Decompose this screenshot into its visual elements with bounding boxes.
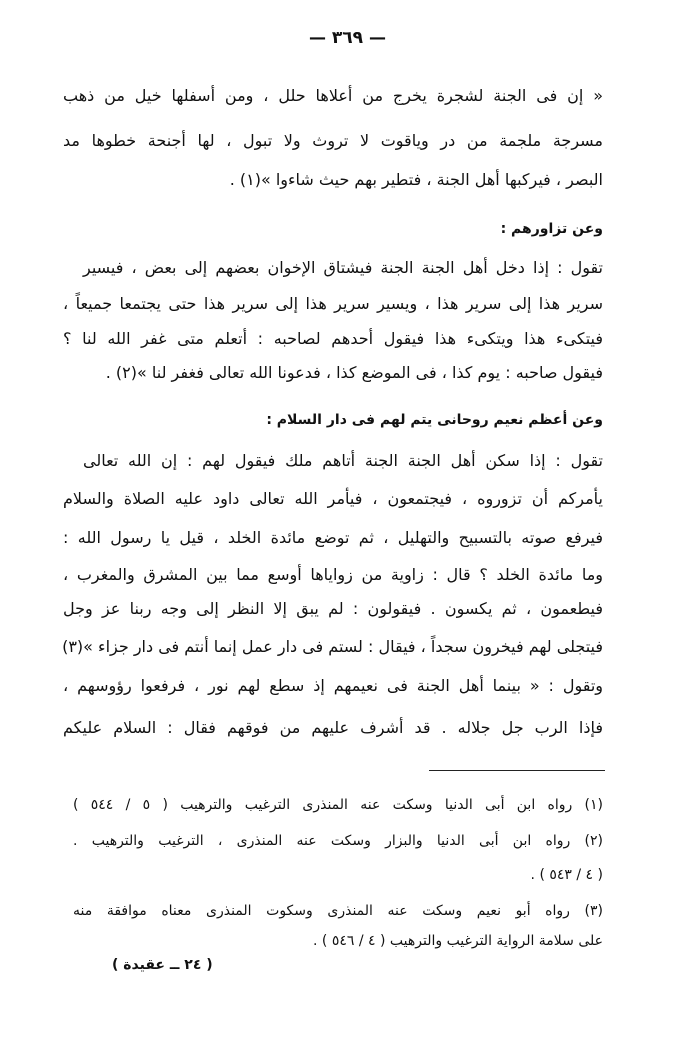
paragraph-3-line-4: وما مائدة الخلد ؟ قال : زاوية من زواياها أوسع مما بين المشرق والمغرب ، — [63, 565, 603, 584]
footnote-3-continuation: على سلامة الرواية الترغيب والترهيب ( ٤ / ٥٤٦ ) . — [313, 933, 603, 949]
paragraph-1-line-2: مسرجة ملجمة من در وياقوت لا تروث ولا تبول ، لها أجنحة خطوها مد — [63, 131, 603, 150]
paragraph-2-line-2: سرير هذا إلى سرير هذا ، ويسير سرير هذا إلى سرير هذا حتى يجتمعا جميعاً ، — [63, 294, 603, 313]
footnote-2-continuation: ( ٤ / ٥٤٣ ) . — [530, 867, 603, 883]
section-heading-visits: وعن تزاورهم : — [500, 221, 603, 237]
footnote-1: (١) رواه ابن أبى الدنيا وسكت عنه المنذرى الترغيب والترهيب ( ٥ / ٥٤٤ ) — [73, 797, 603, 813]
page-number: — ٣٦٩ — — [309, 28, 386, 48]
paragraph-3-line-3: فيرفع صوته بالتسبيح والتهليل ، ثم توضع مائدة الخلد ، قيل يا رسول الله : — [63, 528, 603, 547]
section-heading-spiritual-bliss: وعن أعظم نعيم روحانى يتم لهم فى دار السلام : — [266, 412, 603, 428]
paragraph-3-line-7: وتقول : « بينما أهل الجنة فى نعيمهم إذ سطع لهم نور ، فرفعوا رؤوسهم ، — [63, 676, 603, 695]
footnote-3: (٣) رواه أبو نعيم وسكت عنه المنذرى وسكوت المنذرى معناه موافقة منه — [73, 903, 603, 919]
paragraph-2-line-4: فيقول صاحبه : يوم كذا ، فى الموضع كذا ، فدعونا الله تعالى فغفر لنا »(٢) . — [105, 363, 603, 382]
paragraph-3-line-8: فإذا الرب جل جلاله . قد أشرف عليهم من فوقهم فقال : السلام عليكم — [63, 718, 603, 737]
paragraph-3-line-6: فيتجلى لهم فيخرون سجداً ، فيقال : لستم فى دار عمل إنما أنتم فى دار جزاء »(٣) — [62, 637, 603, 656]
paragraph-1-line-1: « إن فى الجنة لشجرة يخرج من أعلاها حلل ، ومن أسفلها خيل من ذهب — [63, 86, 603, 105]
paragraph-3-line-1: تقول : إذا سكن أهل الجنة الجنة أتاهم ملك فيقول لهم : إن الله تعالى — [83, 451, 603, 470]
footnote-separator — [429, 770, 605, 771]
book-signature: ( ٢٤ ــ عقيدة ) — [112, 957, 213, 973]
paragraph-1-line-3: البصر ، فيركبها أهل الجنة ، فتطير بهم حيث شاءوا »(١) . — [229, 170, 603, 189]
paragraph-2-line-3: فيتكىء هذا ويتكىء هذا فيقول أحدهم لصاحبه : أتعلم متى غفر الله لنا ؟ — [63, 329, 603, 348]
footnote-2: (٢) رواه ابن أبى الدنيا والبزار وسكت عنه المنذرى ، الترغيب والترهيب . — [73, 833, 603, 849]
paragraph-3-line-5: فيطعمون ، ثم يكسون . فيقولون : لم يبق إلا النظر إلى وجه ربنا عز وجل — [63, 599, 603, 618]
paragraph-3-line-2: يأمركم أن تزوروه ، فيجتمعون ، فيأمر الله تعالى داود عليه الصلاة والسلام — [63, 489, 603, 508]
paragraph-2-line-1: تقول : إذا دخل أهل الجنة الجنة فيشتاق الإخوان بعضهم إلى بعض ، فيسير — [83, 258, 603, 277]
